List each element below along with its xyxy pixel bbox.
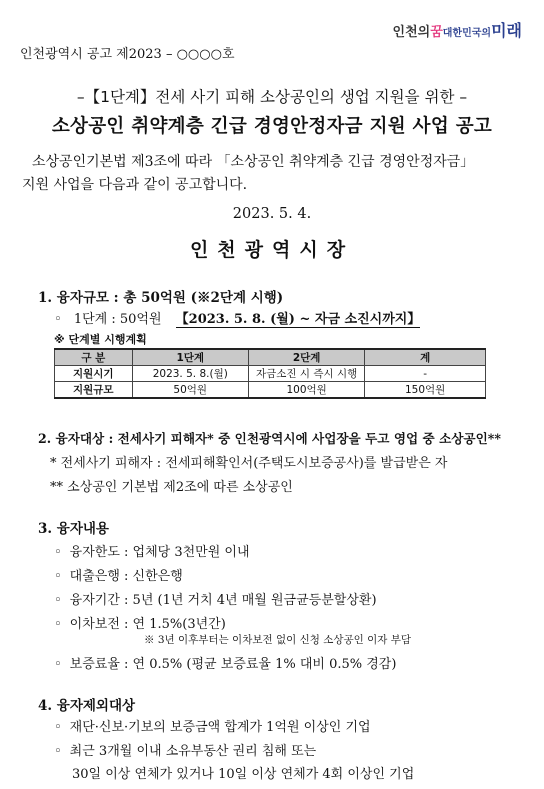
- section-2-note-2: ** 소상공인 기본법 제2조에 따른 소상공인: [50, 480, 293, 495]
- bullet: ◦: [54, 593, 62, 608]
- list-item: [54, 565, 183, 584]
- phase1-period: 【2023. 5. 8. (월) ~ 자금 소진시까지】: [175, 312, 421, 327]
- table-cell: -: [365, 366, 486, 382]
- intro-line-2: 지원 사업을 다음과 같이 공고합니다.: [22, 177, 248, 193]
- interest-support: 이차보전 : 연 1.5%(3년간): [69, 617, 226, 632]
- loan-limit: 융자한도 : 업체당 3천만원 이내: [69, 545, 250, 560]
- document-title: 소상공인 취약계층 긴급 경영안정자금 지원 사업 공고: [51, 116, 493, 137]
- loan-period: 융자기간 : 5년 (1년 거치 4년 매월 원금균등분할상환): [69, 593, 377, 608]
- table-row: [55, 382, 486, 399]
- table-cell: 100억원: [248, 382, 364, 399]
- table-caption: ※ 단계별 시행계획: [54, 333, 147, 346]
- table-header-cell: 2단계: [248, 349, 364, 366]
- table-cell: 50억원: [132, 382, 248, 399]
- logo-part-1: 인천의: [392, 25, 431, 40]
- city-slogan-logo: [393, 18, 522, 41]
- document-subtitle: –【1단계】전세 사기 피해 소상공인의 생업 지원을 위한 –: [76, 88, 468, 106]
- phase1-amount: 1단계 : 50억원: [73, 312, 162, 327]
- section-2-title: 2. 융자대상 : 전세사기 피해자* 중 인천광역시에 사업장을 두고 영업 중 소상공인**: [38, 431, 501, 446]
- phase-plan-table: [54, 348, 486, 399]
- bullet: ◦: [54, 545, 62, 560]
- bullet: ◦: [54, 312, 62, 327]
- list-item: [54, 740, 316, 759]
- bullet: ◦: [54, 569, 62, 584]
- table-row: [55, 366, 486, 382]
- bullet: ◦: [54, 657, 62, 672]
- guarantee-fee: 보증료율 : 연 0.5% (평균 보증료율 1% 대비 0.5% 경감): [69, 657, 397, 672]
- exclusion-2-line-2: 30일 이상 연체가 있거나 10일 이상 연체가 4회 이상인 기업: [72, 767, 415, 782]
- section-1-item: [54, 308, 420, 327]
- list-item: [54, 653, 396, 672]
- section-4-title: 4. 융자제외대상: [38, 698, 136, 714]
- notice-number: 인천광역시 공고 제2023 – ○○○○호: [20, 47, 235, 62]
- section-3-title: 3. 융자내용: [38, 521, 109, 537]
- table-cell: 지원시기: [55, 366, 133, 382]
- bullet: ◦: [54, 744, 62, 759]
- section-1-title: 1. 융자규모 : 총 50억원 (※2단계 시행): [38, 290, 284, 306]
- bullet: ◦: [54, 617, 62, 632]
- table-header-cell: 1단계: [132, 349, 248, 366]
- intro-line-1: 소상공인기본법 제3조에 따라 「소상공인 취약계층 긴급 경영안정자금」: [32, 154, 475, 170]
- bullet: ◦: [54, 720, 62, 735]
- table-cell: 150억원: [365, 382, 486, 399]
- list-item: [54, 541, 250, 560]
- list-item: [54, 716, 371, 735]
- list-item: [54, 613, 226, 632]
- logo-part-4: 미래: [491, 21, 522, 40]
- announcement-date: 2023. 5. 4.: [232, 206, 312, 222]
- logo-part-3: 대한민국의: [442, 28, 492, 39]
- section-2-note-1: * 전세사기 피해자 : 전세피해확인서(주택도시보증공사)를 발급받은 자: [50, 456, 448, 471]
- exclusion-2-line-1: 최근 3개월 이내 소유부동산 권리 침해 또는: [69, 744, 317, 759]
- table-cell: 자금소진 시 즉시 시행: [248, 366, 364, 382]
- table-header-cell: 구 분: [55, 349, 133, 366]
- table-cell: 지원규모: [55, 382, 133, 399]
- table-header-row: [55, 349, 486, 366]
- list-item: [54, 589, 377, 608]
- table-header-cell: 계: [365, 349, 486, 366]
- logo-part-2: 꿈: [430, 25, 443, 40]
- table-cell: 2023. 5. 8.(월): [132, 366, 248, 382]
- interest-support-note: ※ 3년 이후부터는 이차보전 없이 신청 소상공인 이자 부담: [144, 634, 412, 646]
- exclusion-1: 재단·신보·기보의 보증금액 합계가 1억원 이상인 기업: [69, 720, 371, 735]
- lending-bank: 대출은행 : 신한은행: [69, 569, 183, 584]
- signer: 인천광역시장: [189, 239, 355, 261]
